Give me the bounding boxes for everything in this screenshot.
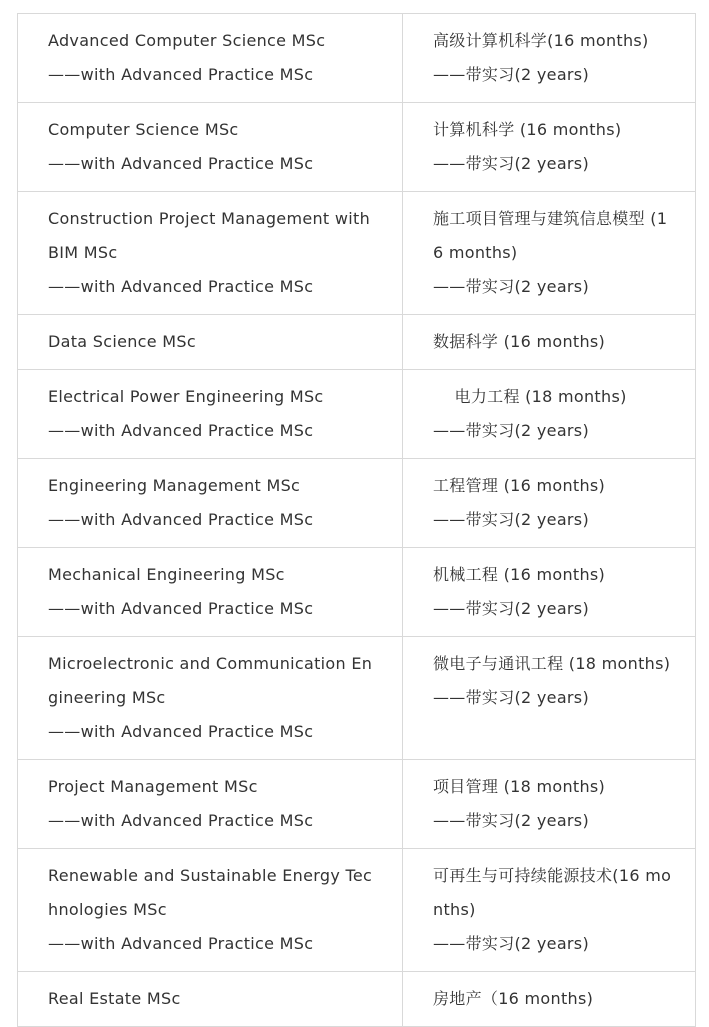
program-name-zh: 高级计算机科学(16 months) bbox=[433, 31, 649, 50]
program-variant-en: ——with Advanced Practice MSc bbox=[48, 510, 314, 529]
program-variant-zh: ——带实习(2 years) bbox=[433, 688, 589, 707]
program-name-en-cell bbox=[18, 459, 403, 548]
program-variant-en: ——with Advanced Practice MSc bbox=[48, 421, 314, 440]
program-name-zh-cell bbox=[403, 637, 696, 760]
program-variant-zh: ——带实习(2 years) bbox=[433, 421, 589, 440]
program-name-zh: 微电子与通讯工程 (18 months) bbox=[433, 654, 671, 673]
program-name-en-cell bbox=[18, 315, 403, 370]
program-name-zh-cell bbox=[403, 548, 696, 637]
table-row bbox=[18, 760, 696, 849]
table-row bbox=[18, 459, 696, 548]
program-name-zh: 施工项目管理与建筑信息模型 (16 months) bbox=[433, 209, 668, 262]
program-name-en: Electrical Power Engineering MSc bbox=[48, 387, 324, 406]
program-name-en-cell bbox=[18, 14, 403, 103]
program-name-en: Project Management MSc bbox=[48, 777, 258, 796]
program-name-zh-cell bbox=[403, 972, 696, 1027]
program-variant-zh: ——带实习(2 years) bbox=[433, 934, 589, 953]
program-name-zh: 数据科学 (16 months) bbox=[433, 332, 606, 351]
program-name-zh: 房地产（16 months) bbox=[433, 989, 594, 1008]
program-name-zh-cell bbox=[403, 315, 696, 370]
program-variant-en: ——with Advanced Practice MSc bbox=[48, 811, 314, 830]
table-row bbox=[18, 548, 696, 637]
program-variant-en: ——with Advanced Practice MSc bbox=[48, 277, 314, 296]
program-name-zh-cell bbox=[403, 760, 696, 849]
program-variant-zh: ——带实习(2 years) bbox=[433, 65, 589, 84]
program-name-zh: 可再生与可持续能源技术(16 months) bbox=[433, 866, 672, 919]
table-row bbox=[18, 14, 696, 103]
table-row bbox=[18, 972, 696, 1027]
program-name-en: Data Science MSc bbox=[48, 332, 196, 351]
table-row bbox=[18, 849, 696, 972]
program-name-en: Renewable and Sustainable Energy Technologies MSc bbox=[48, 866, 373, 919]
program-name-zh-cell bbox=[403, 370, 696, 459]
programs-table bbox=[17, 13, 696, 1027]
program-name-zh-cell bbox=[403, 192, 696, 315]
program-name-zh: 计算机科学 (16 months) bbox=[433, 120, 622, 139]
program-variant-en: ——with Advanced Practice MSc bbox=[48, 599, 314, 618]
program-name-en: Microelectronic and Communication Engineering MSc bbox=[48, 654, 373, 707]
program-name-en: Computer Science MSc bbox=[48, 120, 239, 139]
program-name-zh: 工程管理 (16 months) bbox=[433, 476, 606, 495]
table-row bbox=[18, 103, 696, 192]
table-row bbox=[18, 370, 696, 459]
table-row bbox=[18, 637, 696, 760]
program-name-zh-cell bbox=[403, 14, 696, 103]
program-name-zh-cell bbox=[403, 459, 696, 548]
program-name-zh-cell bbox=[403, 849, 696, 972]
program-name-en: Advanced Computer Science MSc bbox=[48, 31, 326, 50]
program-variant-en: ——with Advanced Practice MSc bbox=[48, 934, 314, 953]
program-name-en-cell bbox=[18, 760, 403, 849]
program-variant-zh: ——带实习(2 years) bbox=[433, 811, 589, 830]
program-name-zh: 项目管理 (18 months) bbox=[433, 777, 606, 796]
table-row bbox=[18, 315, 696, 370]
program-name-zh: 电力工程 (18 months) bbox=[433, 387, 627, 406]
program-variant-en: ——with Advanced Practice MSc bbox=[48, 154, 314, 173]
program-name-en-cell bbox=[18, 548, 403, 637]
program-name-en: Mechanical Engineering MSc bbox=[48, 565, 285, 584]
program-name-en-cell bbox=[18, 103, 403, 192]
program-name-en: Real Estate MSc bbox=[48, 989, 181, 1008]
program-name-zh-cell bbox=[403, 103, 696, 192]
program-variant-zh: ——带实习(2 years) bbox=[433, 510, 589, 529]
program-variant-en: ——with Advanced Practice MSc bbox=[48, 722, 314, 741]
program-name-en-cell bbox=[18, 192, 403, 315]
program-name-en-cell bbox=[18, 972, 403, 1027]
program-variant-zh: ——带实习(2 years) bbox=[433, 277, 589, 296]
program-name-en-cell bbox=[18, 849, 403, 972]
program-variant-zh: ——带实习(2 years) bbox=[433, 599, 589, 618]
program-name-en: Construction Project Management with BIM MSc bbox=[48, 209, 376, 262]
table-row bbox=[18, 192, 696, 315]
program-variant-zh: ——带实习(2 years) bbox=[433, 154, 589, 173]
program-name-zh: 机械工程 (16 months) bbox=[433, 565, 606, 584]
programs-table-body bbox=[18, 14, 696, 1027]
program-name-en-cell bbox=[18, 370, 403, 459]
program-variant-en: ——with Advanced Practice MSc bbox=[48, 65, 314, 84]
program-name-en-cell bbox=[18, 637, 403, 760]
program-name-en: Engineering Management MSc bbox=[48, 476, 301, 495]
